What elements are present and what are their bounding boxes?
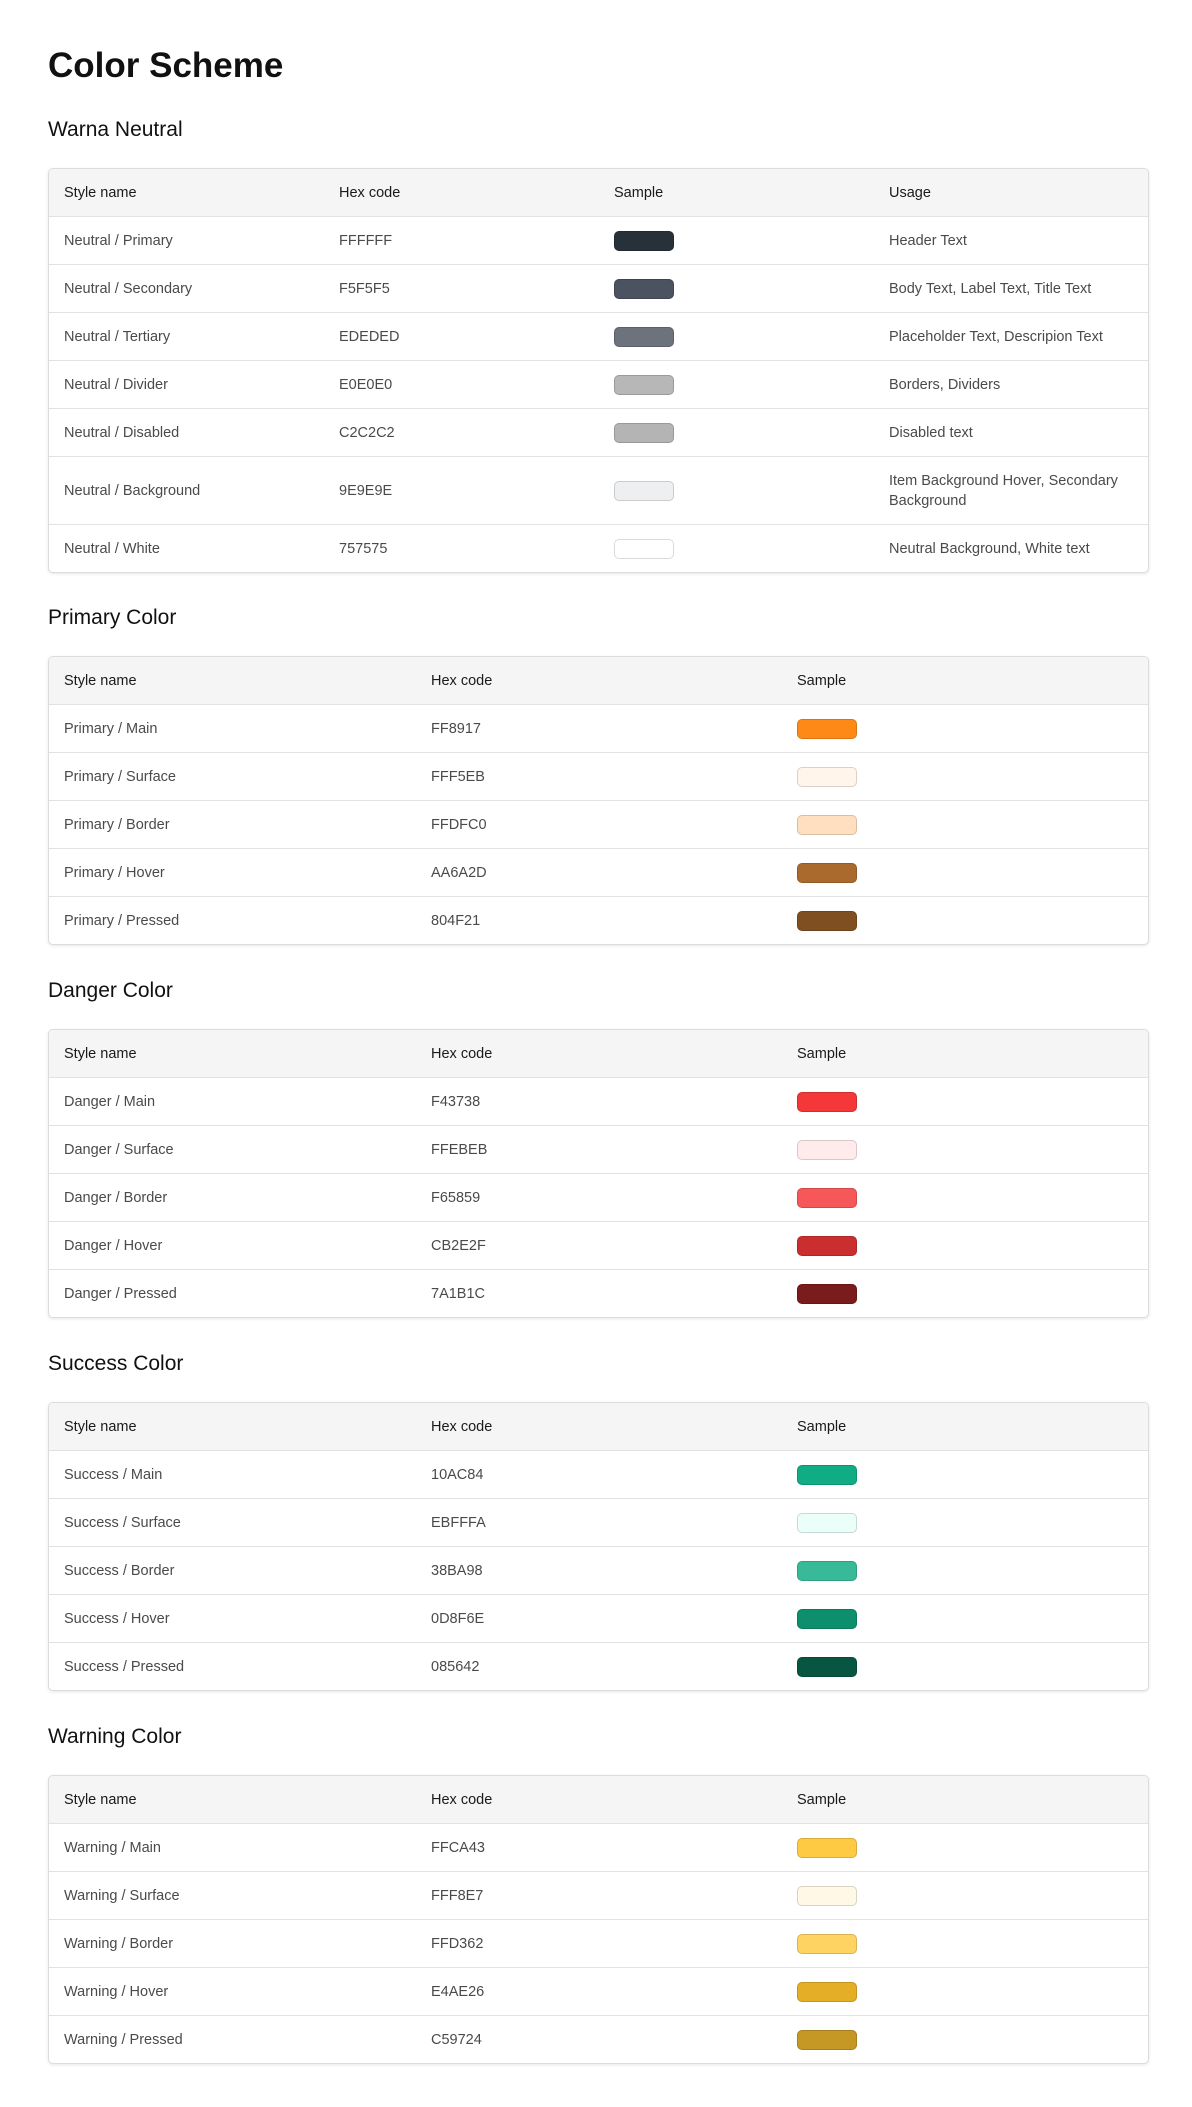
sample-cell (782, 1284, 1148, 1304)
table-row (49, 896, 1148, 944)
hex-code-cell: FFCA43 (431, 1839, 485, 1856)
table-row (49, 800, 1148, 848)
danger-color-table (48, 1029, 1149, 1318)
color-swatch (614, 423, 674, 443)
sample-cell (782, 911, 1148, 931)
warning-color-table (48, 1775, 1149, 2064)
sample-cell (599, 423, 874, 443)
table-row (49, 704, 1148, 752)
table-row (49, 1642, 1148, 1690)
color-swatch (797, 767, 857, 787)
style-name-cell: Primary / Main (64, 720, 158, 737)
style-name-cell: Neutral / Background (64, 482, 201, 499)
table-row (49, 524, 1148, 572)
style-name-cell: Danger / Border (64, 1189, 168, 1206)
sample-cell (782, 1657, 1148, 1677)
sample-cell (782, 1140, 1148, 1160)
table-row (49, 1077, 1148, 1125)
sample-cell (599, 375, 874, 395)
usage-cell: Body Text, Label Text, Title Text (889, 280, 1092, 297)
hex-code-cell: E0E0E0 (339, 376, 393, 393)
color-swatch (797, 815, 857, 835)
hex-code-cell: F43738 (431, 1093, 481, 1110)
hex-code-cell: FF8917 (431, 720, 481, 737)
style-name-cell: Success / Pressed (64, 1658, 185, 1675)
color-swatch (797, 1982, 857, 2002)
color-swatch (797, 911, 857, 931)
table-row (49, 2015, 1148, 2063)
style-name-cell: Danger / Hover (64, 1237, 163, 1254)
usage-cell: Neutral Background, White text (889, 540, 1090, 557)
color-swatch (797, 863, 857, 883)
table-header-row (49, 169, 1148, 216)
color-swatch (797, 1092, 857, 1112)
hex-code-cell: 085642 (431, 1658, 480, 1675)
hex-code-cell: F65859 (431, 1189, 481, 1206)
color-swatch (797, 1284, 857, 1304)
table-row (49, 1221, 1148, 1269)
color-swatch (797, 2030, 857, 2050)
style-name-cell: Success / Main (64, 1466, 163, 1483)
column-header-hex-code: Hex code (431, 672, 493, 689)
color-swatch (614, 375, 674, 395)
style-name-cell: Danger / Pressed (64, 1285, 177, 1302)
color-swatch (797, 1561, 857, 1581)
table-row (49, 360, 1148, 408)
style-name-cell: Primary / Surface (64, 768, 176, 785)
table-header-row (49, 1776, 1148, 1823)
sample-cell (782, 1838, 1148, 1858)
style-name-cell: Warning / Pressed (64, 2031, 183, 2048)
sample-cell (782, 719, 1148, 739)
sample-cell (782, 767, 1148, 787)
sample-cell (782, 1561, 1148, 1581)
style-name-cell: Danger / Surface (64, 1141, 174, 1158)
color-swatch (797, 1609, 857, 1629)
hex-code-cell: 10AC84 (431, 1466, 484, 1483)
style-name-cell: Neutral / Disabled (64, 424, 180, 441)
hex-code-cell: 9E9E9E (339, 482, 393, 499)
sample-cell (599, 327, 874, 347)
table-row (49, 1919, 1148, 1967)
hex-code-cell: FFF5EB (431, 768, 485, 785)
style-name-cell: Danger / Main (64, 1093, 156, 1110)
style-name-cell: Primary / Border (64, 816, 170, 833)
table-row (49, 1125, 1148, 1173)
sample-cell (782, 1934, 1148, 1954)
style-name-cell: Success / Surface (64, 1514, 181, 1531)
style-name-cell: Success / Border (64, 1562, 175, 1579)
sample-cell (782, 1609, 1148, 1629)
table-row (49, 312, 1148, 360)
sample-cell (782, 1092, 1148, 1112)
sample-cell (782, 1886, 1148, 1906)
table-row (49, 456, 1148, 524)
column-header-sample: Sample (797, 1791, 847, 1808)
sample-cell (782, 863, 1148, 883)
usage-cell: Header Text (889, 232, 967, 249)
color-swatch (797, 1934, 857, 1954)
table-row (49, 1546, 1148, 1594)
column-header-hex-code: Hex code (431, 1045, 493, 1062)
hex-code-cell: FFDFC0 (431, 816, 487, 833)
style-name-cell: Neutral / Tertiary (64, 328, 171, 345)
column-header-sample: Sample (614, 184, 664, 201)
section-title-danger: Danger Color (48, 979, 173, 1002)
primary-color-table (48, 656, 1149, 945)
style-name-cell: Neutral / Secondary (64, 280, 193, 297)
color-swatch (614, 279, 674, 299)
hex-code-cell: EDEDED (339, 328, 400, 345)
table-row (49, 1269, 1148, 1317)
sample-cell (599, 481, 874, 501)
section-title-neutral: Warna Neutral (48, 118, 183, 141)
hex-code-cell: FFD362 (431, 1935, 484, 1952)
style-name-cell: Warning / Hover (64, 1983, 169, 2000)
column-header-hex-code: Hex code (431, 1791, 493, 1808)
table-row (49, 848, 1148, 896)
color-swatch (797, 1236, 857, 1256)
color-swatch (797, 1657, 857, 1677)
table-row (49, 216, 1148, 264)
color-swatch (614, 539, 674, 559)
column-header-style-name: Style name (64, 1045, 137, 1062)
hex-code-cell: EBFFFA (431, 1514, 486, 1531)
color-swatch (614, 327, 674, 347)
hex-code-cell: 757575 (339, 540, 388, 557)
table-row (49, 264, 1148, 312)
style-name-cell: Primary / Pressed (64, 912, 180, 929)
column-header-hex-code: Hex code (431, 1418, 493, 1435)
hex-code-cell: FFEBEB (431, 1141, 488, 1158)
color-swatch (614, 481, 674, 501)
sample-cell (782, 1188, 1148, 1208)
sample-cell (782, 815, 1148, 835)
hex-code-cell: FFFFFF (339, 232, 393, 249)
table-row (49, 1594, 1148, 1642)
color-swatch (797, 1188, 857, 1208)
success-color-table (48, 1402, 1149, 1691)
hex-code-cell: C59724 (431, 2031, 482, 2048)
column-header-sample: Sample (797, 1045, 847, 1062)
table-row (49, 1967, 1148, 2015)
color-swatch (797, 1886, 857, 1906)
column-header-usage: Usage (889, 184, 931, 201)
hex-code-cell: CB2E2F (431, 1237, 486, 1254)
hex-code-cell: F5F5F5 (339, 280, 390, 297)
hex-code-cell: FFF8E7 (431, 1887, 484, 1904)
usage-cell: Item Background Hover, Secondary Background (889, 472, 1118, 509)
column-header-sample: Sample (797, 672, 847, 689)
sample-cell (782, 1982, 1148, 2002)
sample-cell (782, 2030, 1148, 2050)
hex-code-cell: E4AE26 (431, 1983, 485, 2000)
table-row (49, 408, 1148, 456)
usage-cell: Placeholder Text, Descripion Text (889, 328, 1103, 345)
column-header-style-name: Style name (64, 184, 137, 201)
color-swatch (797, 1140, 857, 1160)
page-title: Color Scheme (48, 46, 284, 85)
style-name-cell: Warning / Surface (64, 1887, 180, 1904)
color-swatch (797, 719, 857, 739)
color-swatch (797, 1513, 857, 1533)
sample-cell (599, 539, 874, 559)
table-header-row (49, 1403, 1148, 1450)
style-name-cell: Primary / Hover (64, 864, 165, 881)
table-header-row (49, 657, 1148, 704)
color-swatch (797, 1465, 857, 1485)
table-row (49, 1871, 1148, 1919)
color-swatch (614, 231, 674, 251)
table-row (49, 1173, 1148, 1221)
hex-code-cell: 804F21 (431, 912, 481, 929)
hex-code-cell: 0D8F6E (431, 1610, 485, 1627)
style-name-cell: Neutral / Divider (64, 376, 168, 393)
column-header-sample: Sample (797, 1418, 847, 1435)
column-header-hex-code: Hex code (339, 184, 401, 201)
section-title-success: Success Color (48, 1352, 184, 1375)
hex-code-cell: C2C2C2 (339, 424, 395, 441)
table-row (49, 1823, 1148, 1871)
hex-code-cell: 38BA98 (431, 1562, 483, 1579)
column-header-style-name: Style name (64, 1791, 137, 1808)
section-title-warning: Warning Color (48, 1725, 182, 1748)
sample-cell (782, 1465, 1148, 1485)
sample-cell (599, 279, 874, 299)
style-name-cell: Neutral / Primary (64, 232, 173, 249)
column-header-style-name: Style name (64, 1418, 137, 1435)
table-row (49, 1498, 1148, 1546)
usage-cell: Borders, Dividers (889, 376, 1001, 393)
neutral-color-table (48, 168, 1149, 573)
style-name-cell: Warning / Main (64, 1839, 161, 1856)
section-title-primary: Primary Color (48, 606, 177, 629)
sample-cell (599, 231, 874, 251)
style-name-cell: Neutral / White (64, 540, 160, 557)
hex-code-cell: 7A1B1C (431, 1285, 486, 1302)
table-header-row (49, 1030, 1148, 1077)
sample-cell (782, 1513, 1148, 1533)
sample-cell (782, 1236, 1148, 1256)
style-name-cell: Success / Hover (64, 1610, 170, 1627)
table-row (49, 1450, 1148, 1498)
hex-code-cell: AA6A2D (431, 864, 487, 881)
color-swatch (797, 1838, 857, 1858)
style-name-cell: Warning / Border (64, 1935, 174, 1952)
column-header-style-name: Style name (64, 672, 137, 689)
table-row (49, 752, 1148, 800)
usage-cell: Disabled text (889, 424, 973, 441)
